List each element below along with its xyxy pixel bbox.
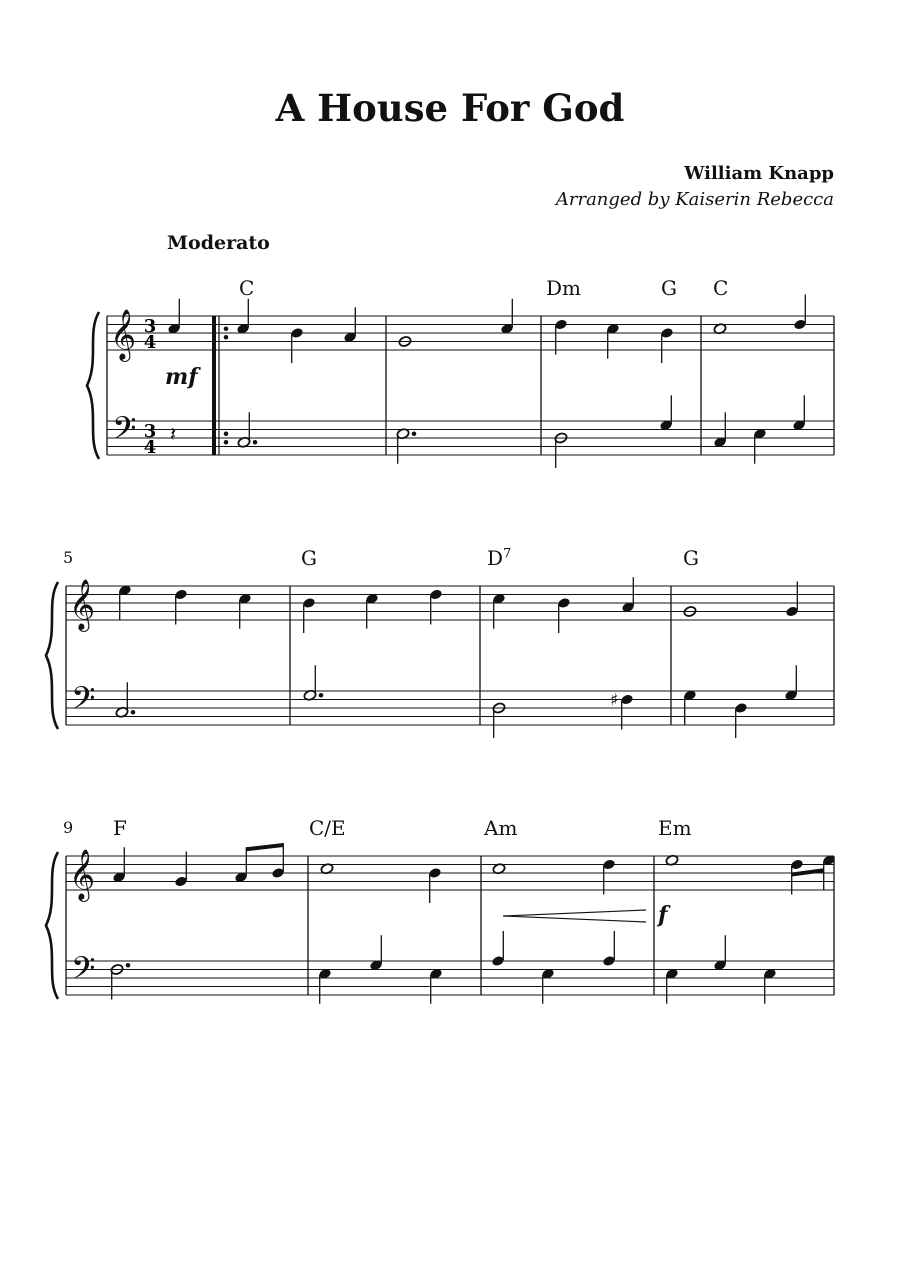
time-sig-treble-bottom: 4	[143, 332, 157, 353]
chord-symbol: Em	[658, 816, 692, 840]
chord-symbol: Dm	[546, 276, 581, 300]
chord-symbol: Am	[484, 816, 518, 840]
measure-number-9: 9	[63, 818, 74, 837]
composer-credit: William Knapp	[684, 163, 834, 184]
quarter-rest-icon: 𝄽	[170, 422, 177, 446]
treble-clef-icon: 𝄞	[110, 309, 137, 360]
crescendo-hairpin	[503, 910, 646, 922]
repeat-dot	[224, 327, 228, 331]
score-title: A House For God	[275, 86, 625, 130]
eighth-beam	[246, 843, 283, 851]
time-sig-bass-top: 3	[143, 421, 157, 442]
chord-symbol: G	[301, 546, 317, 570]
treble-clef-icon: 𝄞	[69, 849, 96, 900]
repeat-dot	[224, 440, 228, 444]
augmentation-dot	[319, 693, 323, 697]
repeat-thick-barline	[212, 316, 216, 455]
chord-symbol: C	[239, 276, 255, 300]
chord-text: $D^7$	[487, 546, 512, 570]
bass-clef-icon: 𝄢	[112, 410, 137, 454]
augmentation-dot	[131, 710, 135, 714]
chord-symbol: G	[683, 546, 699, 570]
dynamic-f: f	[658, 902, 668, 928]
sharp-icon: ♯	[610, 690, 619, 711]
time-sig-bass-bottom: 4	[143, 437, 157, 458]
brace	[46, 852, 58, 999]
eighth-beam	[792, 868, 824, 876]
chord-symbol: F	[113, 816, 127, 840]
brace	[87, 312, 99, 459]
augmentation-dot	[126, 963, 130, 967]
measure-number-5: 5	[63, 548, 74, 567]
brace	[46, 582, 58, 729]
tempo-marking: Moderato	[167, 232, 270, 254]
dynamic-mf: mf	[165, 364, 198, 390]
chord-symbol: G	[661, 276, 677, 300]
chord-symbol: C	[713, 276, 729, 300]
arranger-credit: Arranged by Kaiserin Rebecca	[555, 189, 834, 210]
treble-clef-icon: 𝄞	[69, 579, 96, 630]
bass-clef-icon: 𝄢	[71, 680, 96, 724]
augmentation-dot	[412, 432, 416, 436]
time-sig-treble-top: 3	[143, 316, 157, 337]
bass-clef-icon: 𝄢	[71, 950, 96, 994]
augmentation-dot	[253, 440, 257, 444]
repeat-dot	[224, 335, 228, 339]
repeat-dot	[224, 432, 228, 436]
chord-symbol: C/E	[309, 816, 346, 840]
